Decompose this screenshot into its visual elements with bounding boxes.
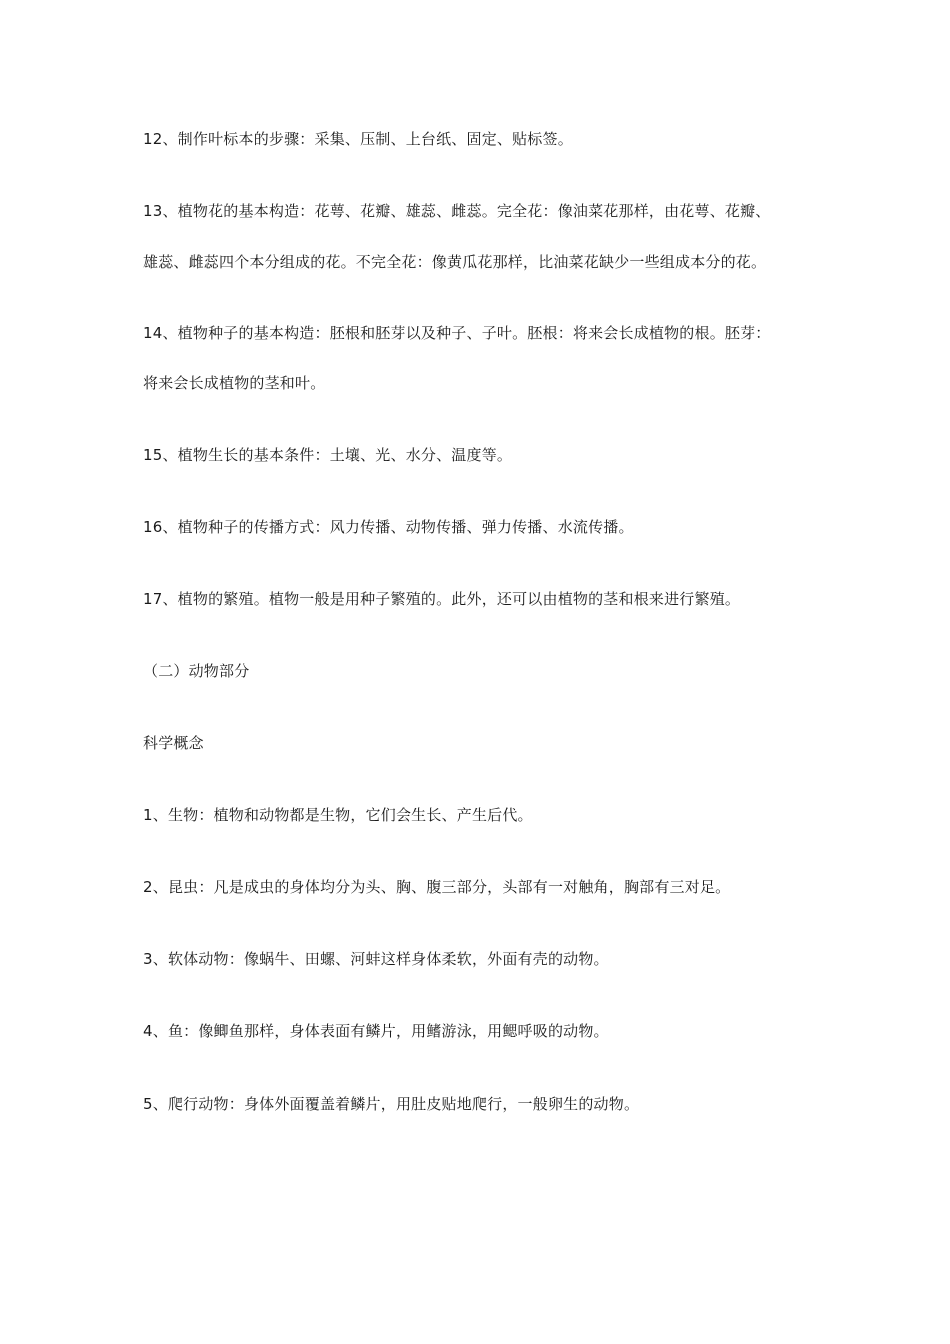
item-13-flower-structure-line-1: 13、植物花的基本构造：花萼、花瓣、雄蕊、雌蕊。完全花：像油菜花那样，由花萼、花瓣、	[143, 202, 771, 220]
item-17-plant-reproduction: 17、植物的繁殖。植物一般是用种子繁殖的。此外，还可以由植物的茎和根来进行繁殖。	[143, 590, 741, 608]
section-heading-animals: （二）动物部分	[143, 662, 250, 680]
subheading-science-concepts: 科学概念	[143, 734, 204, 752]
item-14-seed-structure-line-1: 14、植物种子的基本构造：胚根和胚芽以及种子、子叶。胚根：将来会长成植物的根。胚芽：	[143, 324, 771, 342]
item-16-seed-dispersal: 16、植物种子的传播方式：风力传播、动物传播、弹力传播、水流传播。	[143, 518, 634, 536]
item-14-seed-structure-line-2: 将来会长成植物的茎和叶。	[143, 374, 326, 392]
item-13-flower-structure-line-2: 雄蕊、雌蕊四个本分组成的花。不完全花：像黄瓜花那样，比油菜花缺少一些组成本分的花。	[143, 253, 767, 271]
item-1-organisms: 1、生物：植物和动物都是生物，它们会生长、产生后代。	[143, 806, 533, 824]
item-12-leaf-specimen: 12、制作叶标本的步骤：采集、压制、上台纸、固定、贴标签。	[143, 130, 573, 148]
item-5-reptiles: 5、爬行动物：身体外面覆盖着鳞片，用肚皮贴地爬行，一般卵生的动物。	[143, 1095, 640, 1113]
item-2-insects: 2、昆虫：凡是成虫的身体均分为头、胸、腹三部分，头部有一对触角，胸部有三对足。	[143, 878, 731, 896]
item-3-mollusks: 3、软体动物：像蜗牛、田螺、河蚌这样身体柔软，外面有壳的动物。	[143, 950, 609, 968]
item-15-growth-conditions: 15、植物生长的基本条件：土壤、光、水分、温度等。	[143, 446, 513, 464]
item-4-fish: 4、鱼：像鲫鱼那样，身体表面有鳞片，用鳍游泳，用鳃呼吸的动物。	[143, 1022, 609, 1040]
